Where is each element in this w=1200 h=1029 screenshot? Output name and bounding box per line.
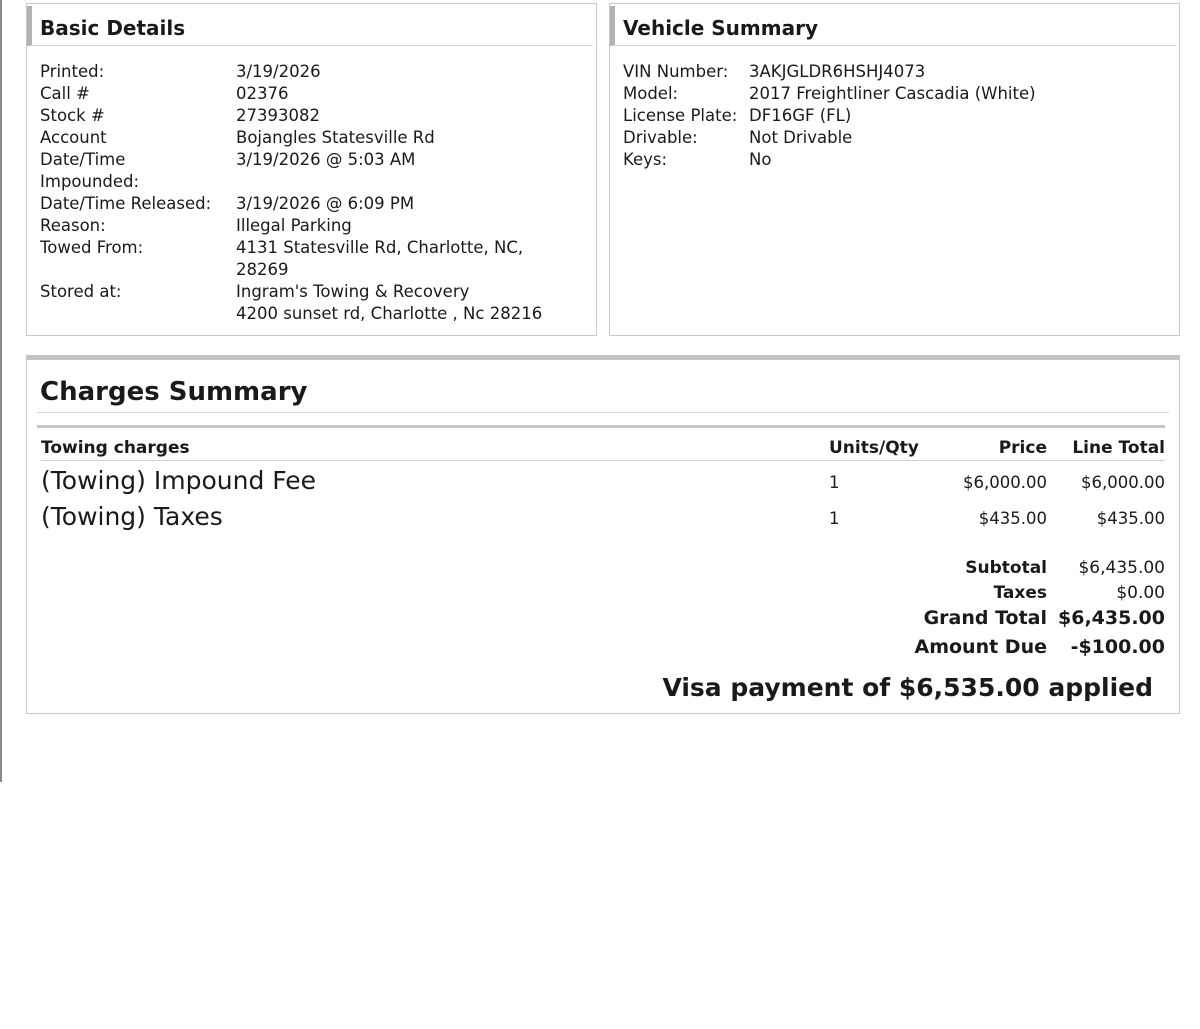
charge-qty: 1: [829, 509, 840, 528]
charge-description: (Towing) Taxes: [41, 502, 223, 531]
vehicle-value: 2017 Freightliner Cascadia (White): [749, 84, 1036, 103]
divider: [37, 425, 1165, 428]
header-units-qty: Units/Qty: [829, 438, 919, 458]
basic-details-panel: [26, 3, 597, 336]
detail-value: 27393082: [236, 106, 320, 125]
taxes-value: $0.00: [1116, 582, 1165, 603]
charge-price: $6,000.00: [963, 473, 1047, 492]
vehicle-row-keys: [623, 149, 1036, 171]
basic-details-title: Basic Details: [40, 16, 186, 40]
detail-row-towed-from-cont: [40, 259, 542, 281]
amount-due-row: [915, 636, 1166, 665]
detail-row-stored-at-cont: [40, 303, 542, 325]
header-price: Price: [998, 438, 1047, 458]
detail-label: [40, 303, 236, 325]
detail-row-call: [40, 83, 542, 105]
vehicle-label: VIN Number:: [623, 62, 729, 81]
detail-row-towed-from: [40, 237, 542, 259]
vehicle-summary-title: Vehicle Summary: [623, 16, 818, 40]
detail-value: 3/19/2026 @ 6:09 PM: [236, 194, 415, 213]
detail-label: Date/Time: [40, 150, 126, 169]
basic-details-header: [27, 6, 593, 46]
charges-table-header: [41, 438, 1165, 461]
detail-row-account: [40, 127, 542, 149]
charges-summary-panel: [26, 355, 1180, 714]
vehicle-row-model: [623, 83, 1036, 105]
basic-details-list: [40, 61, 542, 325]
detail-label: Impounded:: [40, 172, 140, 191]
detail-value: Bojangles Statesville Rd: [236, 128, 435, 147]
charge-line-total: $435.00: [1096, 509, 1165, 528]
vehicle-label: Drivable:: [623, 128, 698, 147]
detail-row-datetime: [40, 149, 542, 171]
detail-row-released: [40, 193, 542, 215]
subtotal-row: [915, 558, 1166, 583]
vehicle-summary-panel: [609, 3, 1180, 336]
charge-line-taxes: [41, 502, 1165, 536]
detail-label: Account: [40, 128, 107, 147]
detail-value: 4200 sunset rd, Charlotte , Nc 28216: [236, 304, 543, 323]
detail-label: Reason:: [40, 216, 106, 235]
detail-row-printed: [40, 61, 542, 83]
detail-value: 28269: [236, 260, 289, 279]
detail-value: Ingram's Towing & Recovery: [236, 282, 470, 301]
charge-line-impound-fee: [41, 466, 1165, 500]
totals-block: [915, 558, 1166, 665]
payment-applied-note: Visa payment of $6,535.00 applied: [662, 673, 1153, 702]
vehicle-summary-list: [623, 61, 1036, 171]
subtotal-label: Subtotal: [965, 558, 1047, 578]
detail-label: Stock #: [40, 106, 105, 125]
vehicle-label: Keys:: [623, 150, 668, 169]
amount-due-label: Amount Due: [914, 636, 1047, 658]
grand-total-value: $6,435.00: [1058, 607, 1165, 629]
subtotal-value: $6,435.00: [1078, 558, 1165, 578]
detail-value: 3/19/2026: [236, 62, 321, 81]
charge-qty: 1: [829, 473, 840, 492]
vehicle-value: DF16GF (FL): [749, 106, 852, 125]
detail-label: Printed:: [40, 62, 105, 81]
detail-value: 3/19/2026 @ 5:03 AM: [236, 150, 416, 169]
amount-due-value: -$100.00: [1070, 636, 1165, 658]
charges-summary-title: Charges Summary: [40, 377, 308, 407]
taxes-label: Taxes: [993, 582, 1047, 603]
detail-row-stored-at: [40, 281, 542, 303]
detail-label: Towed From:: [40, 238, 144, 257]
detail-label: [40, 259, 236, 281]
vehicle-row-vin: [623, 61, 1036, 83]
header-towing-charges: Towing charges: [41, 438, 190, 458]
vehicle-row-plate: [623, 105, 1036, 127]
divider: [37, 412, 1169, 413]
grand-total-row: [915, 607, 1166, 636]
grand-total-label: Grand Total: [923, 607, 1047, 629]
charge-description: (Towing) Impound Fee: [41, 466, 317, 495]
charge-price: $435.00: [978, 509, 1047, 528]
detail-value: 02376: [236, 84, 289, 103]
detail-value: 4131 Statesville Rd, Charlotte, NC,: [236, 238, 524, 257]
vehicle-summary-header: [610, 6, 1176, 46]
vehicle-value: No: [749, 150, 772, 169]
vehicle-value: Not Drivable: [749, 128, 853, 147]
detail-row-stock: [40, 105, 542, 127]
vehicle-label: License Plate:: [623, 106, 738, 125]
charge-line-total: $6,000.00: [1081, 473, 1165, 492]
taxes-row: [915, 583, 1166, 608]
vehicle-row-drivable: [623, 127, 1036, 149]
detail-row-impounded: [40, 171, 542, 193]
header-line-total: Line Total: [1072, 438, 1165, 458]
page-left-border: [0, 0, 2, 782]
detail-label: Date/Time Released:: [40, 194, 212, 213]
vehicle-label: Model:: [623, 84, 679, 103]
detail-row-reason: [40, 215, 542, 237]
detail-label: Stored at:: [40, 282, 122, 301]
detail-label: Call #: [40, 84, 90, 103]
detail-value: Illegal Parking: [236, 216, 352, 235]
vehicle-value: 3AKJGLDR6HSHJ4073: [749, 62, 926, 81]
